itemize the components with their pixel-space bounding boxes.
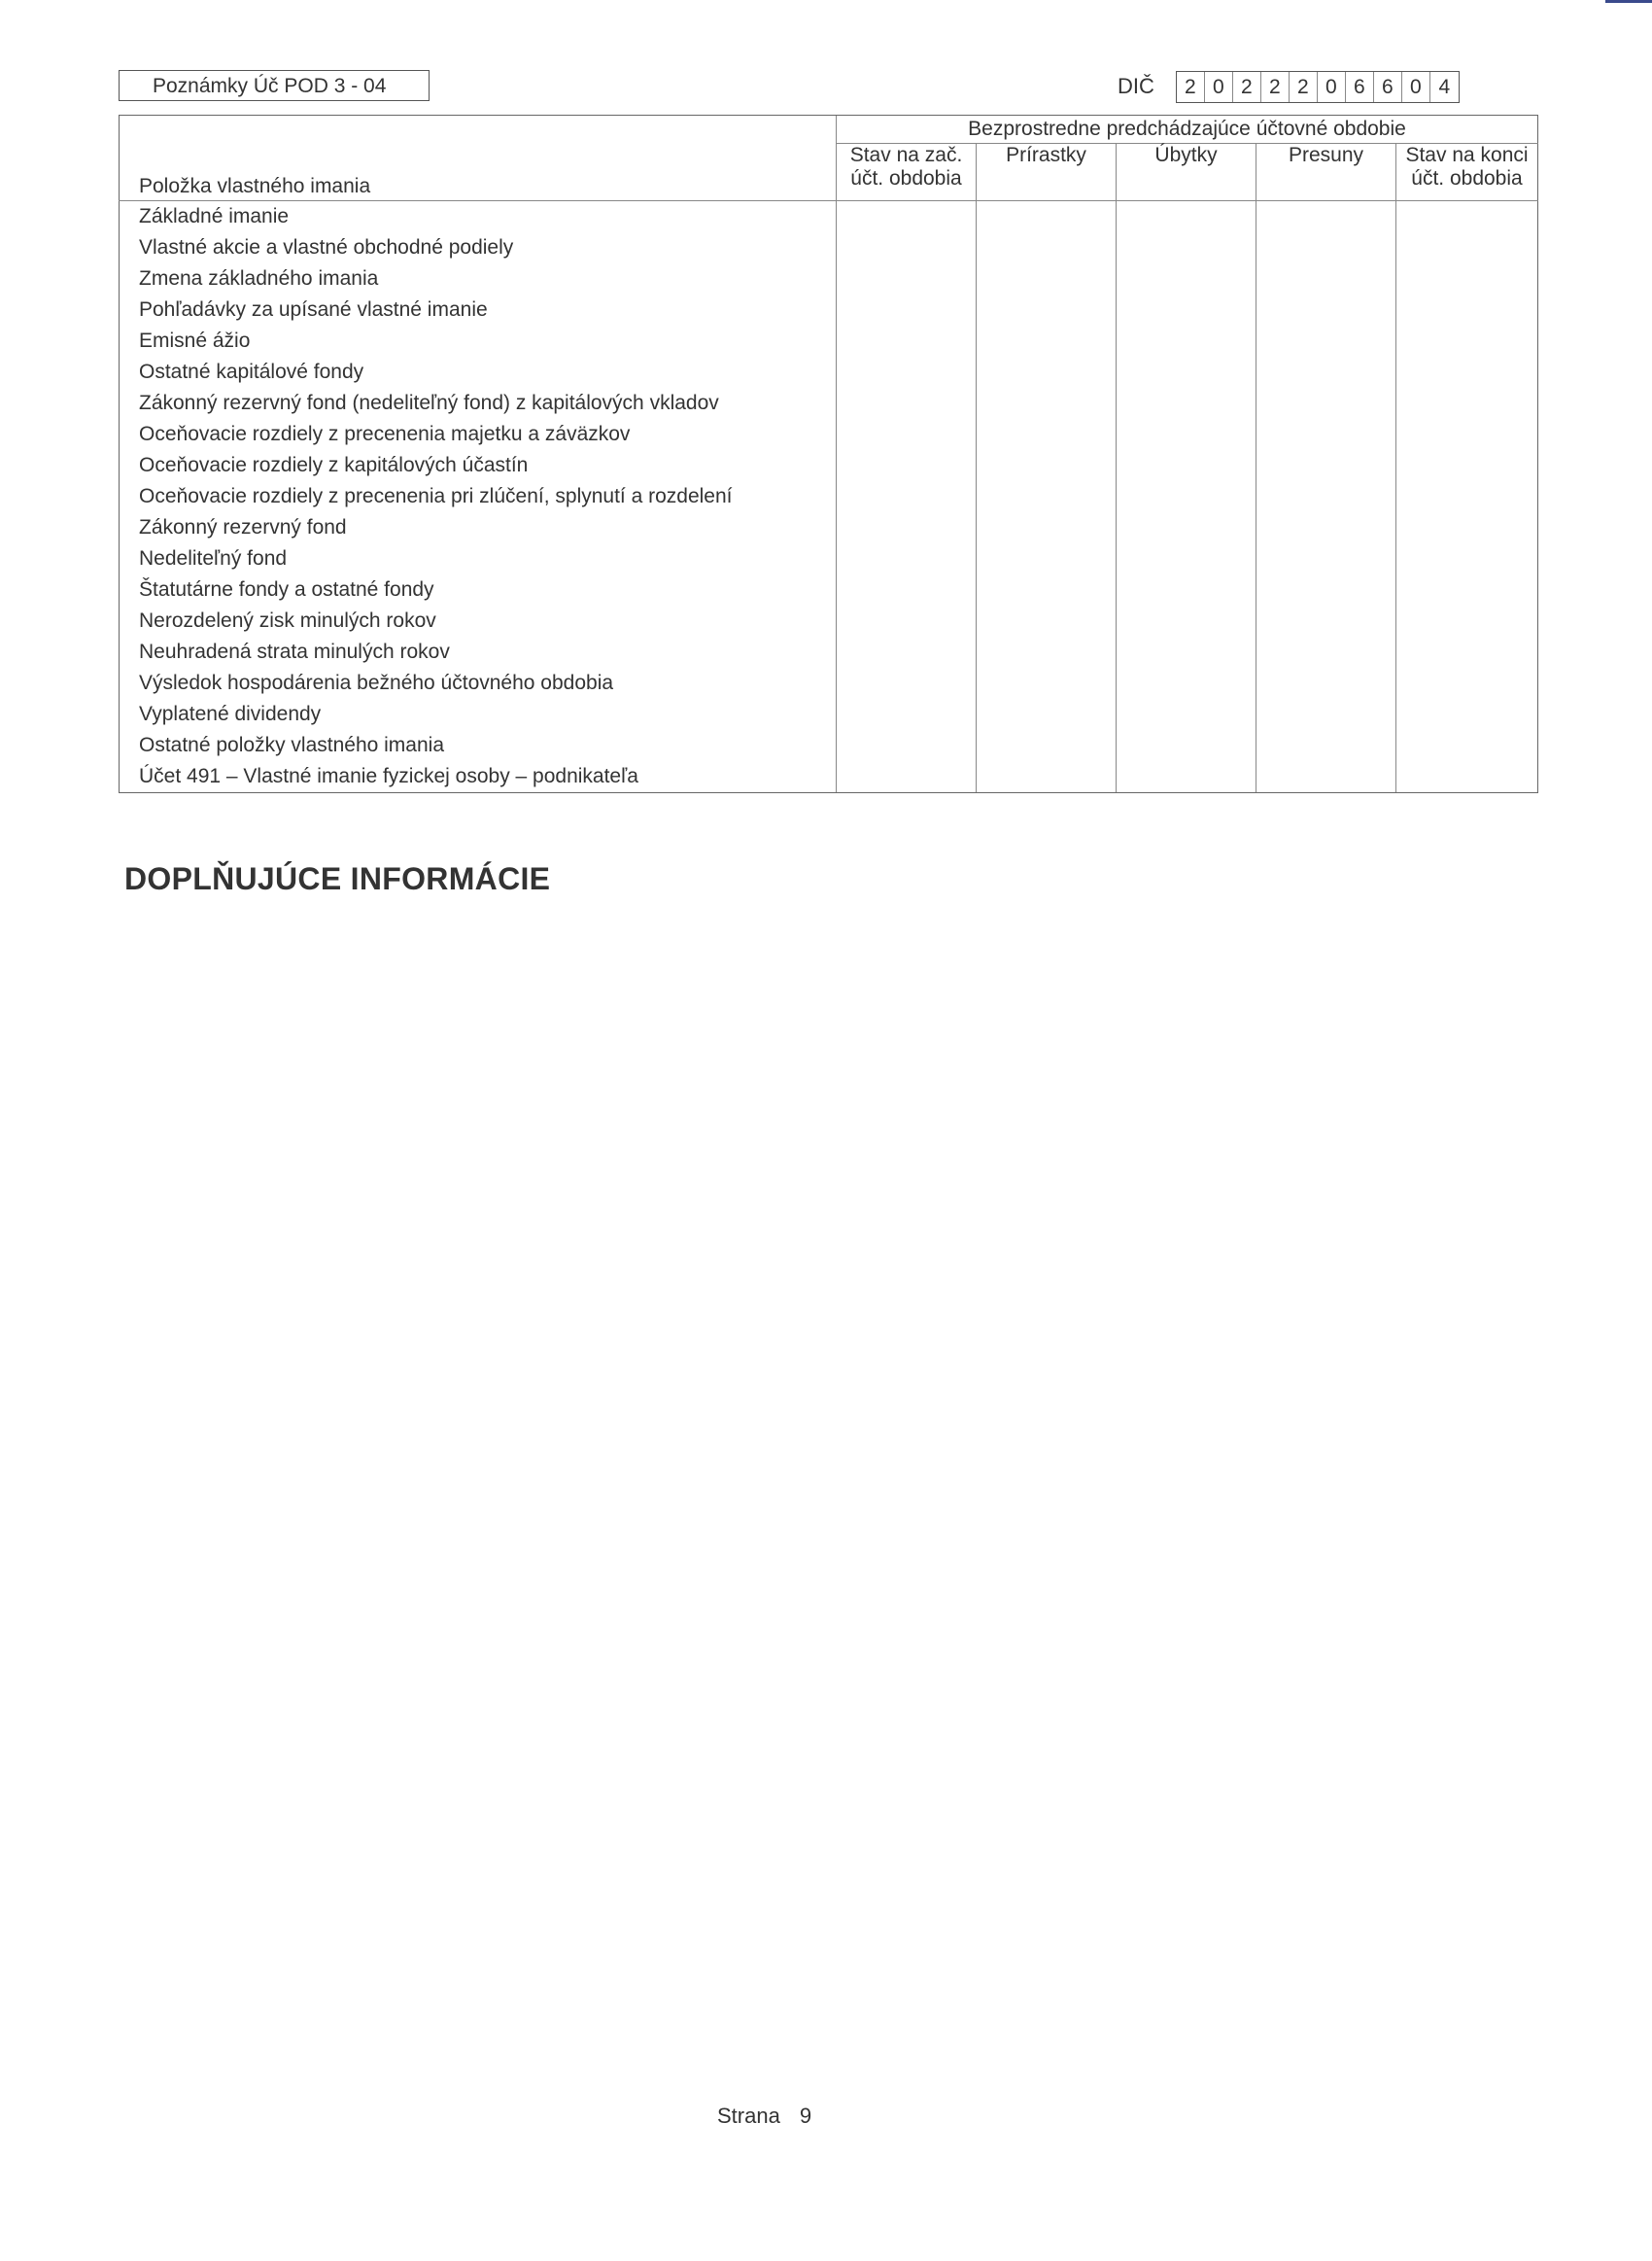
value-cell bbox=[837, 481, 977, 512]
value-cell bbox=[837, 326, 977, 357]
row-label: Neuhradená strata minulých rokov bbox=[120, 637, 837, 668]
value-cell bbox=[1117, 668, 1256, 699]
value-cell bbox=[837, 637, 977, 668]
value-cell bbox=[837, 606, 977, 637]
value-cell bbox=[977, 263, 1117, 295]
value-cell bbox=[1117, 263, 1256, 295]
value-cell bbox=[1256, 357, 1396, 388]
value-cell bbox=[977, 388, 1117, 419]
value-cell bbox=[1256, 637, 1396, 668]
row-label: Zmena základného imania bbox=[120, 263, 837, 295]
value-cell bbox=[1396, 326, 1538, 357]
row-label: Vlastné akcie a vlastné obchodné podiely bbox=[120, 232, 837, 263]
value-cell bbox=[1256, 606, 1396, 637]
value-cell bbox=[1117, 201, 1256, 233]
table-row bbox=[120, 730, 1538, 761]
value-cell bbox=[837, 543, 977, 574]
section-heading: DOPLŇUJÚCE INFORMÁCIE bbox=[124, 861, 551, 896]
page-footer bbox=[717, 2104, 831, 2129]
row-label: Zákonný rezervný fond (nedeliteľný fond) z kapitálových vkladov bbox=[120, 388, 837, 419]
value-cell bbox=[1256, 295, 1396, 326]
value-cell bbox=[1117, 232, 1256, 263]
value-cell bbox=[837, 232, 977, 263]
value-cell bbox=[837, 419, 977, 450]
value-cell bbox=[1256, 419, 1396, 450]
table-body bbox=[120, 201, 1538, 793]
value-cell bbox=[1396, 357, 1538, 388]
value-cell bbox=[1117, 419, 1256, 450]
table-row bbox=[120, 263, 1538, 295]
value-cell bbox=[1256, 699, 1396, 730]
value-cell bbox=[837, 574, 977, 606]
value-cell bbox=[1256, 201, 1396, 233]
value-cell bbox=[1396, 606, 1538, 637]
row-label: Oceňovacie rozdiely z precenenia majetku a záväzkov bbox=[120, 419, 837, 450]
column-header: Stav na konci účt. obdobia bbox=[1396, 144, 1538, 201]
value-cell bbox=[1396, 574, 1538, 606]
value-cell bbox=[1117, 450, 1256, 481]
value-cell bbox=[977, 637, 1117, 668]
value-cell bbox=[1117, 761, 1256, 793]
table-row bbox=[120, 574, 1538, 606]
value-cell bbox=[1117, 388, 1256, 419]
table-row bbox=[120, 761, 1538, 793]
value-cell bbox=[1117, 637, 1256, 668]
value-cell bbox=[1396, 543, 1538, 574]
page-label: Strana bbox=[717, 2104, 780, 2128]
value-cell bbox=[977, 761, 1117, 793]
dic-digit: 2 bbox=[1177, 72, 1205, 102]
row-label: Oceňovacie rozdiely z kapitálových účastín bbox=[120, 450, 837, 481]
dic-digits bbox=[1176, 71, 1460, 103]
value-cell bbox=[977, 326, 1117, 357]
form-id: Poznámky Úč POD 3 - 04 bbox=[119, 70, 430, 101]
table-row bbox=[120, 295, 1538, 326]
value-cell bbox=[1396, 295, 1538, 326]
value-cell bbox=[1396, 668, 1538, 699]
value-cell bbox=[1256, 574, 1396, 606]
dic-digit: 4 bbox=[1438, 75, 1451, 98]
row-label: Vyplatené dividendy bbox=[120, 699, 837, 730]
value-cell bbox=[837, 512, 977, 543]
value-cell bbox=[1256, 668, 1396, 699]
value-cell bbox=[1396, 232, 1538, 263]
dic-digit: 6 bbox=[1374, 72, 1402, 102]
table-row bbox=[120, 512, 1538, 543]
row-label: Nedeliteľný fond bbox=[120, 543, 837, 574]
column-header: Prírastky bbox=[977, 144, 1117, 201]
dic-digit: 6 bbox=[1346, 72, 1374, 102]
row-label: Emisné ážio bbox=[120, 326, 837, 357]
value-cell bbox=[977, 295, 1117, 326]
table-row bbox=[120, 668, 1538, 699]
dic-digit: 0 bbox=[1318, 72, 1346, 102]
column-header: Stav na zač. účt. obdobia bbox=[837, 144, 977, 201]
value-cell bbox=[1396, 450, 1538, 481]
column-header: Presuny bbox=[1256, 144, 1396, 201]
dic-digit: 2 bbox=[1261, 72, 1290, 102]
value-cell bbox=[1256, 761, 1396, 793]
table-row bbox=[120, 232, 1538, 263]
value-cell bbox=[977, 357, 1117, 388]
dic-digit: 2 bbox=[1233, 72, 1261, 102]
row-label: Zákonný rezervný fond bbox=[120, 512, 837, 543]
row-label: Ostatné kapitálové fondy bbox=[120, 357, 837, 388]
value-cell bbox=[837, 699, 977, 730]
value-cell bbox=[837, 388, 977, 419]
value-cell bbox=[977, 730, 1117, 761]
value-cell bbox=[977, 512, 1117, 543]
table-row bbox=[120, 450, 1538, 481]
value-cell bbox=[1396, 761, 1538, 793]
value-cell bbox=[1256, 512, 1396, 543]
corner-mark bbox=[1605, 0, 1652, 3]
table-row bbox=[120, 326, 1538, 357]
value-cell bbox=[1117, 730, 1256, 761]
value-cell bbox=[1117, 543, 1256, 574]
value-cell bbox=[1117, 357, 1256, 388]
value-cell bbox=[1117, 699, 1256, 730]
table-row bbox=[120, 388, 1538, 419]
table-row bbox=[120, 357, 1538, 388]
table-header-top bbox=[120, 116, 1538, 144]
row-label: Základné imanie bbox=[120, 201, 837, 233]
value-cell bbox=[1256, 730, 1396, 761]
row-label: Účet 491 – Vlastné imanie fyzickej osoby – podnikateľa bbox=[120, 761, 837, 793]
value-cell bbox=[1256, 388, 1396, 419]
period-title: Bezprostredne predchádzajúce účtovné obdobie bbox=[837, 116, 1538, 144]
table-row bbox=[120, 699, 1538, 730]
value-cell bbox=[837, 450, 977, 481]
value-cell bbox=[977, 543, 1117, 574]
value-cell bbox=[1256, 263, 1396, 295]
value-cell bbox=[977, 699, 1117, 730]
table-row bbox=[120, 606, 1538, 637]
table-row bbox=[120, 481, 1538, 512]
value-cell bbox=[837, 730, 977, 761]
value-cell bbox=[1396, 388, 1538, 419]
value-cell bbox=[1396, 699, 1538, 730]
dic-digit: 0 bbox=[1205, 72, 1233, 102]
dic-digit: 0 bbox=[1402, 72, 1430, 102]
value-cell bbox=[1256, 450, 1396, 481]
value-cell bbox=[1256, 232, 1396, 263]
table-row bbox=[120, 419, 1538, 450]
row-label: Ostatné položky vlastného imania bbox=[120, 730, 837, 761]
table-row bbox=[120, 201, 1538, 233]
value-cell bbox=[977, 232, 1117, 263]
row-label: Nerozdelený zisk minulých rokov bbox=[120, 606, 837, 637]
equity-table bbox=[119, 115, 1538, 793]
value-cell bbox=[977, 450, 1117, 481]
dic-label: DIČ bbox=[1118, 74, 1154, 98]
column-header: Úbytky bbox=[1117, 144, 1256, 201]
value-cell bbox=[1117, 606, 1256, 637]
value-cell bbox=[1256, 326, 1396, 357]
value-cell bbox=[1396, 730, 1538, 761]
value-cell bbox=[1396, 263, 1538, 295]
value-cell bbox=[1396, 481, 1538, 512]
value-cell bbox=[1117, 481, 1256, 512]
value-cell bbox=[1396, 419, 1538, 450]
value-cell bbox=[837, 295, 977, 326]
value-cell bbox=[977, 668, 1117, 699]
page-number: 9 bbox=[799, 2104, 812, 2128]
value-cell bbox=[1396, 201, 1538, 233]
table-row bbox=[120, 637, 1538, 668]
value-cell bbox=[1117, 574, 1256, 606]
value-cell bbox=[837, 761, 977, 793]
table-row bbox=[120, 543, 1538, 574]
dic-digit: 2 bbox=[1290, 72, 1318, 102]
value-cell bbox=[977, 481, 1117, 512]
value-cell bbox=[977, 419, 1117, 450]
row-label: Štatutárne fondy a ostatné fondy bbox=[120, 574, 837, 606]
value-cell bbox=[1117, 512, 1256, 543]
value-cell bbox=[837, 263, 977, 295]
value-cell bbox=[1256, 543, 1396, 574]
value-cell bbox=[977, 201, 1117, 233]
dic-field bbox=[1118, 70, 1460, 103]
row-label: Pohľadávky za upísané vlastné imanie bbox=[120, 295, 837, 326]
value-cell bbox=[837, 201, 977, 233]
value-cell bbox=[1396, 512, 1538, 543]
row-label: Oceňovacie rozdiely z precenenia pri zlúčení, splynutí a rozdelení bbox=[120, 481, 837, 512]
row-label: Výsledok hospodárenia bežného účtovného obdobia bbox=[120, 668, 837, 699]
value-cell bbox=[837, 357, 977, 388]
value-cell bbox=[1256, 481, 1396, 512]
item-column-header: Položka vlastného imania bbox=[120, 116, 837, 201]
value-cell bbox=[837, 668, 977, 699]
value-cell bbox=[977, 606, 1117, 637]
value-cell bbox=[1117, 326, 1256, 357]
value-cell bbox=[1396, 637, 1538, 668]
value-cell bbox=[977, 574, 1117, 606]
value-cell bbox=[1117, 295, 1256, 326]
